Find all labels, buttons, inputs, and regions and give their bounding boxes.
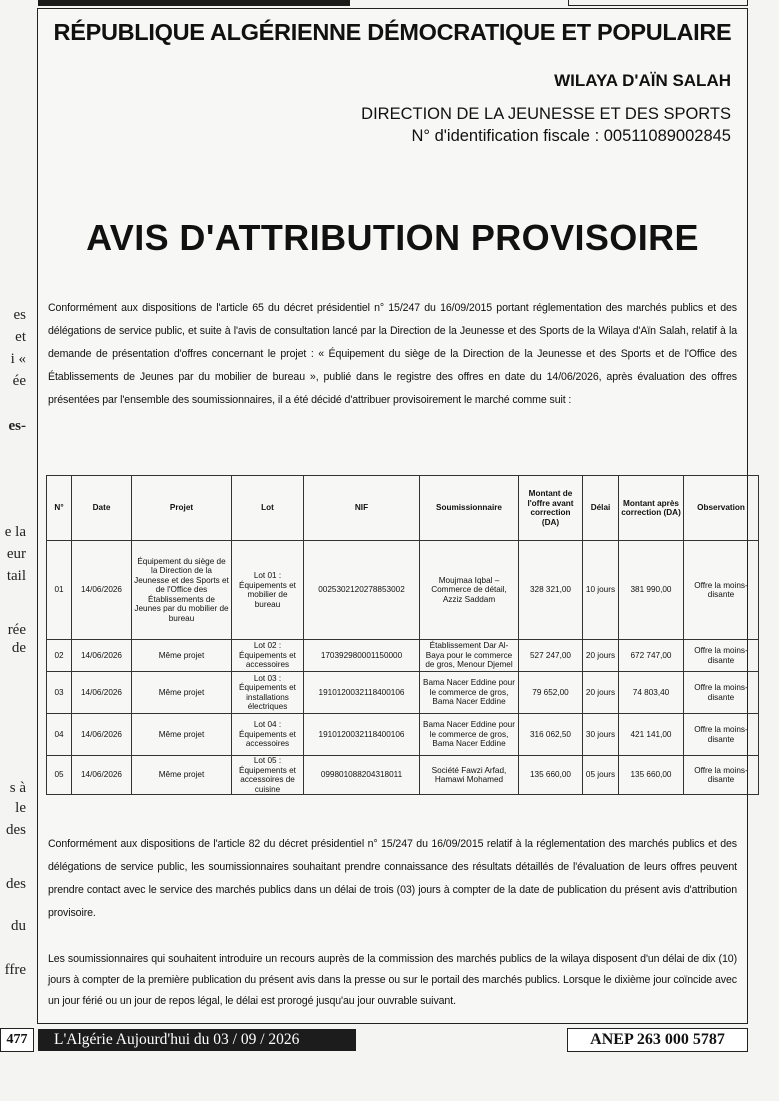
table-cell: Équipement du siège de la Direction de la Jeunesse et des Sports et de l'Office des Établissements de Jeunes par du mobilier de bureau [132,541,232,640]
header-cell: Délai [583,476,619,541]
column-fragment: es [13,307,26,323]
direction-heading: DIRECTION DE LA JEUNESSE ET DES SPORTS [361,105,731,123]
table-cell: Établissement Dar Al-Baya pour le commerce de gros, Menour Djemel [420,640,519,672]
table-cell: 170392980001150000 [304,640,420,672]
header-cell: NIF [304,476,420,541]
table-cell: Lot 03 : Équipements et installations électriques [232,672,304,714]
table-cell: 14/06/2026 [72,756,132,795]
table-cell: Bama Nacer Eddine pour le commerce de gros, Bama Nacer Eddine [420,714,519,756]
attribution-table [46,475,759,795]
publication-banner: L'Algérie Aujourd'hui du 03 / 09 / 2026 [38,1029,356,1051]
column-fragment: de [11,640,26,656]
anep-reference: ANEP 263 000 5787 [567,1028,748,1052]
header-cell: Soumissionnaire [420,476,519,541]
table-cell: 002530212027885300​2 [304,541,420,640]
republic-heading: RÉPUBLIQUE ALGÉRIENNE DÉMOCRATIQUE ET POPULAIRE [53,19,732,45]
table-cell: 14/06/2026 [72,541,132,640]
notice-title: AVIS D'ATTRIBUTION PROVISOIRE [86,217,699,258]
page-number: 477 [0,1028,34,1052]
table-cell: 79 652,00 [519,672,583,714]
table-cell: Offre la moins-disante [684,640,759,672]
table-cell: 191012003211840010​6 [304,714,420,756]
table-cell: 135 660,00 [519,756,583,795]
table-row [47,541,759,640]
table-cell: Lot 04 : Équipements et accessoires [232,714,304,756]
intro-paragraph: Conformément aux dispositions de l'article 65 du décret présidentiel n° 15/247 du 16/09/2015 portant réglementation des marchés publics et des délégations de service public, et suite à l'avis de consultation lancé par la Direction de la Jeunesse et des Sports de la Wilaya d'Aïn Salah, relatif à la demande de présentation d'offres concernant le projet : « Équipement du siège de la Direction de la Jeunesse et des Sports et de l'Office des Établissements de Jeunes par du mobilier de bureau », publié dans le registre des offres en date du 14/06/2026, après évaluation des offres présentées par l'ensemble des soumissionnaires, il a été décidé d'attribuer provisoirement le marché comme suit : [48,302,737,406]
table-cell: 10 jours [583,541,619,640]
table-cell: Même projet [132,672,232,714]
column-fragment: eur [6,546,26,562]
table-cell: 672 747,00 [619,640,684,672]
table-cell: Même projet [132,756,232,795]
table-cell: 135 660,00 [619,756,684,795]
table-row [47,672,759,714]
table-cell: Société Fawzi Arfad, Hamawi Mohamed [420,756,519,795]
table-cell: Lot 02 : Équipements et accessoires [232,640,304,672]
table-cell: Offre la moins-disante [684,714,759,756]
tax-id-line: N° d'identification fiscale : 00511089002845 [411,127,731,145]
consultation-paragraph: Conformément aux dispositions de l'article 82 du décret présidentiel n° 15/247 du 16/09/2015 relatif à la réglementation des marchés publics et des délégations de service public, les soumissionnaires souhaitant prendre connaissance des résultats détaillés de l'évaluation de leurs offres peuvent prendre contact avec le service des marchés publics dans un délai de trois (03) jours à compter de la date de publication du présent avis d'attribution provisoire. [48,838,737,919]
table-cell: 04 [47,714,72,756]
column-fragment: ée [12,373,26,389]
header-cell: N° [47,476,72,541]
notice-frame [37,8,748,1024]
column-fragment: du [11,918,26,934]
header-cell: Projet [132,476,232,541]
table-cell: Même projet [132,640,232,672]
table-cell: 14/06/2026 [72,672,132,714]
column-fragment: ffre [4,962,26,978]
table-cell: Moujmaa Iqbal – Commerce de détail, Azziz Saddam [420,541,519,640]
table-cell: 191012003211840010​6 [304,672,420,714]
column-fragment: tail [6,568,26,584]
table-cell: Offre la moins-disante [684,756,759,795]
table-header-row [47,476,759,541]
table-cell: Lot 01 : Équipements et mobilier de bureau [232,541,304,640]
column-fragment: e la [4,524,26,540]
column-fragment: des [6,822,26,838]
table-cell: 328 321,00 [519,541,583,640]
column-fragment: rée [7,622,26,638]
table-cell: 316 062,50 [519,714,583,756]
table-cell: 381 990,00 [619,541,684,640]
header-cell: Lot [232,476,304,541]
table-row [47,640,759,672]
header-cell: Montant de l'offre avant correction (DA) [519,476,583,541]
table-cell: 527 247,00 [519,640,583,672]
adjacent-column-fragments [0,0,34,1101]
table-cell: 01 [47,541,72,640]
table-cell: Offre la moins-disante [684,672,759,714]
header-cell: Date [72,476,132,541]
top-rule-left [38,0,350,6]
header-cell: Observation [684,476,759,541]
table-cell: 05 [47,756,72,795]
table-cell: 20 jours [583,672,619,714]
top-rule-right [568,0,748,6]
wilaya-heading: WILAYA D'AÏN SALAH [554,71,731,90]
table-cell: Offre la moins-disante [684,541,759,640]
table-cell: 30 jours [583,714,619,756]
header-cell: Montant après correction (DA) [619,476,684,541]
table-cell: 74 803,40 [619,672,684,714]
table-cell: 14/06/2026 [72,714,132,756]
table-cell: 05 jours [583,756,619,795]
table-cell: Bama Nacer Eddine pour le commerce de gros, Bama Nacer Eddine [420,672,519,714]
table-cell: 02 [47,640,72,672]
table-row [47,756,759,795]
column-fragment: es- [8,418,26,434]
table-cell: Lot 05 : Équipements et accessoires de cuisine [232,756,304,795]
column-fragment: s à [9,780,26,796]
table-row [47,714,759,756]
table-cell: 20 jours [583,640,619,672]
table-cell: 099801088204318011 [304,756,420,795]
column-fragment: i « [10,351,26,367]
table-cell: 03 [47,672,72,714]
appeal-paragraph: Les soumissionnaires qui souhaitent introduire un recours auprès de la commission des marchés publics de la wilaya disposent d'un délai de dix (10) jours à compter de la première publication du présent avis dans la presse ou sur le portail des marchés publics. Lorsque le dixième jour coïncide avec un jour férié ou un jour de repos légal, le délai est prorogé jusqu'au jour ouvrable suivant. [48,953,737,1007]
table-cell: 14/06/2026 [72,640,132,672]
table-cell: Même projet [132,714,232,756]
column-fragment: le [15,800,26,816]
column-fragment: des [6,876,26,892]
table-cell: 421 141,00 [619,714,684,756]
column-fragment: et [15,329,26,345]
